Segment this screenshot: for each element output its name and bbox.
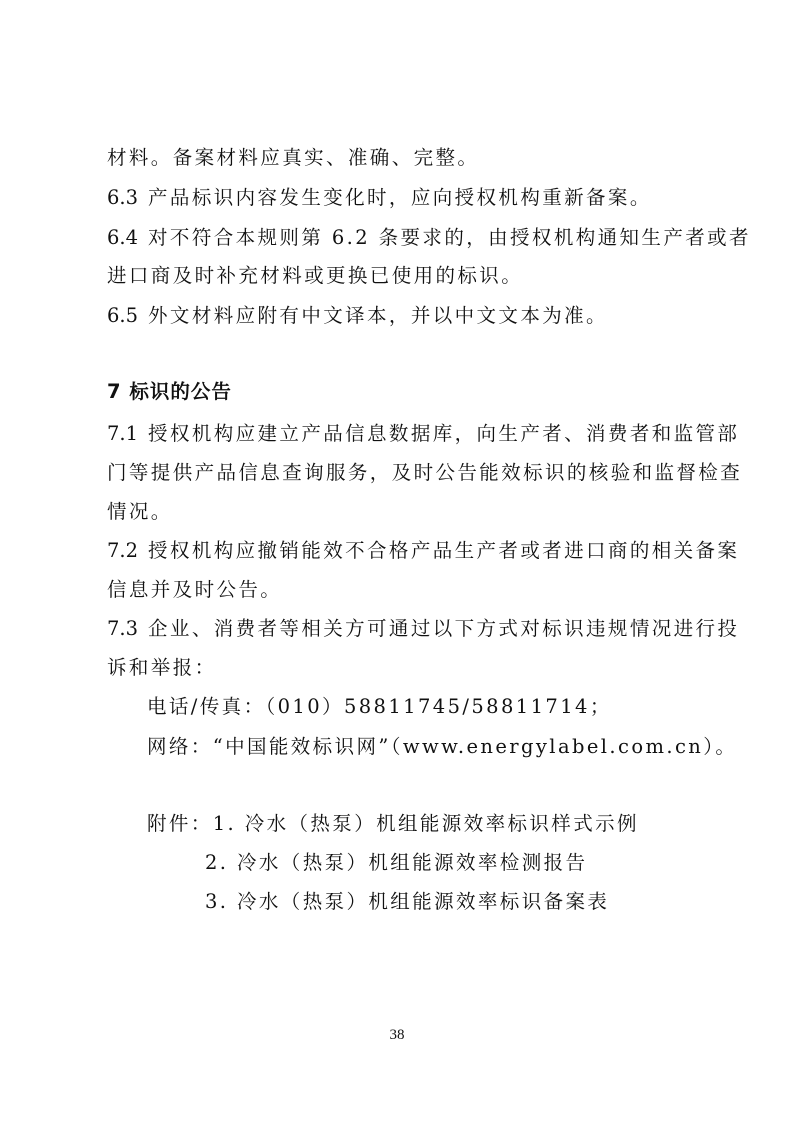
paragraph-line: 材料。备案材料应真实、准确、完整。 (107, 146, 480, 169)
attachment-item: 1. 冷水（热泵）机组能源效率标识样式示例 (212, 812, 639, 835)
clause-number: 6.5 (107, 304, 139, 327)
paragraph-line: 门等提供产品信息查询服务，及时公告能效标识的核验和监督检查 (107, 461, 743, 484)
contact-phone: 电话/传真：（010）58811745/58811714； (147, 695, 612, 718)
clause-number: 6.4 (107, 226, 139, 249)
paragraph-line: 情况。 (107, 500, 173, 523)
paragraph-line: 6.3 产品标识内容发生变化时，应向授权机构重新备案。 (107, 186, 652, 209)
paragraph-line: 6.5 外文材料应附有中文译本，并以中文文本为准。 (107, 304, 608, 327)
attachment-item: 2. 冷水（热泵）机组能源效率检测报告 (205, 851, 588, 874)
section-heading: 7 标识的公告 (107, 380, 232, 403)
clause-number: 7.3 (107, 617, 139, 640)
paragraph-line: 信息并及时公告。 (107, 578, 283, 601)
contact-web: 网络：“中国能效标识网”（www.energylabel.com.cn）。 (147, 735, 738, 758)
attachment-item: 3. 冷水（热泵）机组能源效率标识备案表 (205, 890, 610, 913)
paragraph-line: 6.4 对不符合本规则第 6.2 条要求的，由授权机构通知生产者或者 (107, 226, 751, 249)
paragraph-line: 7.1 授权机构应建立产品信息数据库，向生产者、消费者和监管部 (107, 422, 740, 445)
paragraph-line: 7.3 企业、消费者等相关方可通过以下方式对标识违规情况进行投 (107, 617, 740, 640)
clause-number: 6.3 (107, 186, 139, 209)
attachment-label: 附件： (147, 812, 213, 835)
attachment-line (147, 814, 737, 834)
paragraph-line: 进口商及时补充材料或更换已使用的标识。 (107, 264, 524, 287)
paragraph-line: 诉和举报： (107, 656, 217, 679)
clause-number: 7.1 (107, 422, 139, 445)
clause-number: 7.2 (107, 539, 139, 562)
paragraph-line: 7.2 授权机构应撤销能效不合格产品生产者或者进口商的相关备案 (107, 539, 740, 562)
page-number: 38 (389, 1027, 405, 1043)
